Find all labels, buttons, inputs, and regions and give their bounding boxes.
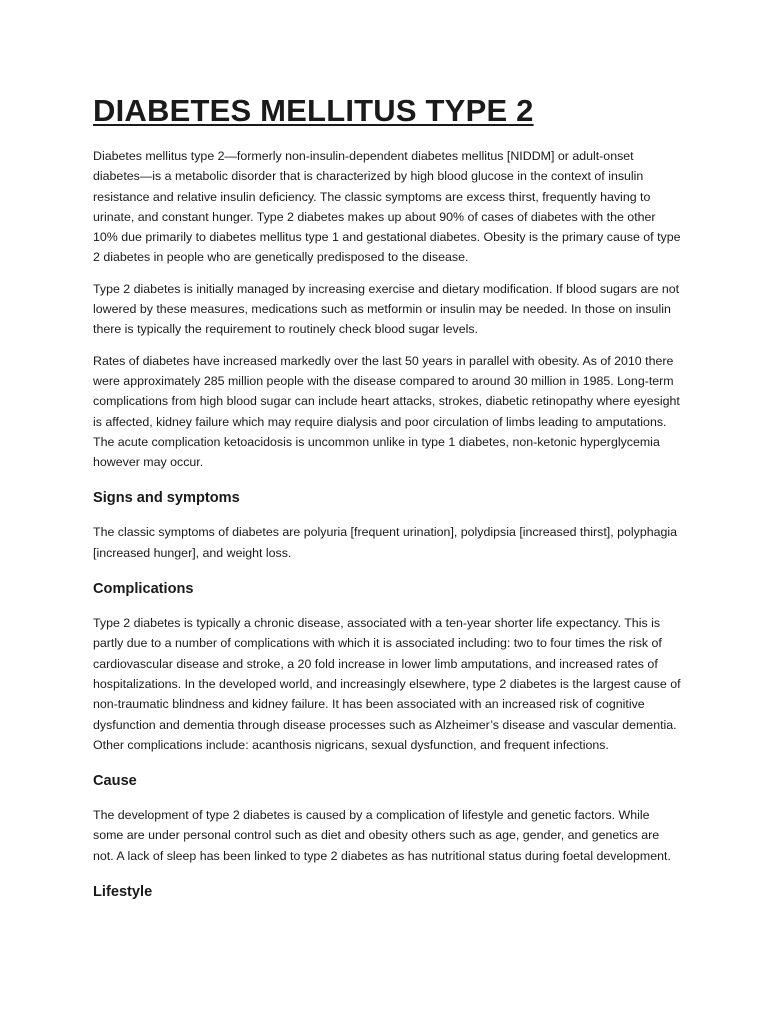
section-paragraph-complications: Type 2 diabetes is typically a chronic disease, associated with a ten-year shorter life expectancy. This is partly due to a number of complications with which it is associated including: two to four times the risk of cardiovascular disease and stroke, a 20 fold increase in lower limb amputations, and increased rates of hospitalizations. In the developed world, and increasingly elsewhere, type 2 diabetes is the largest cause of non-traumatic blindness and kidney failure. It has been associated with an increased risk of cognitive dysfunction and dementia through disease processes such as Alzheimer’s disease and vascular dementia. Other complications include: acanthosis nigricans, sexual dysfunction, and frequent infections. [93, 616, 681, 752]
intro-paragraph: Rates of diabetes have increased markedly over the last 50 years in parallel with obesity. As of 2010 there were approximately 285 million people with the disease compared to around 30 million in 1985. Long-term complications from high blood sugar can include heart attacks, strokes, diabetic retinopathy where eyesight is affected, kidney failure which may require dialysis and poor circulation of limbs leading to amputations. The acute complication ketoacidosis is uncommon unlike in type 1 diabetes, non-ketonic hyperglycemia however may occur. [93, 353, 680, 470]
section-paragraph-signs-and-symptoms: The classic symptoms of diabetes are polyuria [frequent urination], polydipsia [increased thirst], polyphagia [increased hunger], and weight loss. [93, 525, 678, 560]
document-page [93, 92, 683, 916]
section-heading-complications: Complications [93, 581, 194, 598]
section-heading-cause: Cause [93, 773, 137, 790]
intro-paragraph: Diabetes mellitus type 2—formerly non-insulin-dependent diabetes mellitus [NIDDM] or adult-onset diabetes—is a metabolic disorder that is characterized by high blood glucose in the context of insulin resistance and relative insulin deficiency. The classic symptoms are excess thirst, frequently having to urinate, and constant hunger. Type 2 diabetes makes up about 90% of cases of diabetes with the other 10% due primarily to diabetes mellitus type 1 and gestational diabetes. Obesity is the primary cause of type 2 diabetes in people who are genetically predisposed to the disease. [93, 149, 681, 265]
document-title: DIABETES MELLITUS TYPE 2 [93, 93, 534, 128]
section-heading-lifestyle: Lifestyle [93, 884, 153, 901]
section-heading-signs-and-symptoms: Signs and symptoms [93, 490, 240, 507]
intro-paragraph: Type 2 diabetes is initially managed by increasing exercise and dietary modification. If blood sugars are not lowered by these measures, medications such as metformin or insulin may be needed. In those on insulin there is typically the requirement to routinely check blood sugar levels. [93, 281, 680, 337]
section-paragraph-cause: The development of type 2 diabetes is caused by a complication of lifestyle and genetic factors. While some are under personal control such as diet and obesity others such as age, gender, and genetics are not. A lack of sleep has been linked to type 2 diabetes as has nutritional status during foetal development. [93, 808, 671, 863]
